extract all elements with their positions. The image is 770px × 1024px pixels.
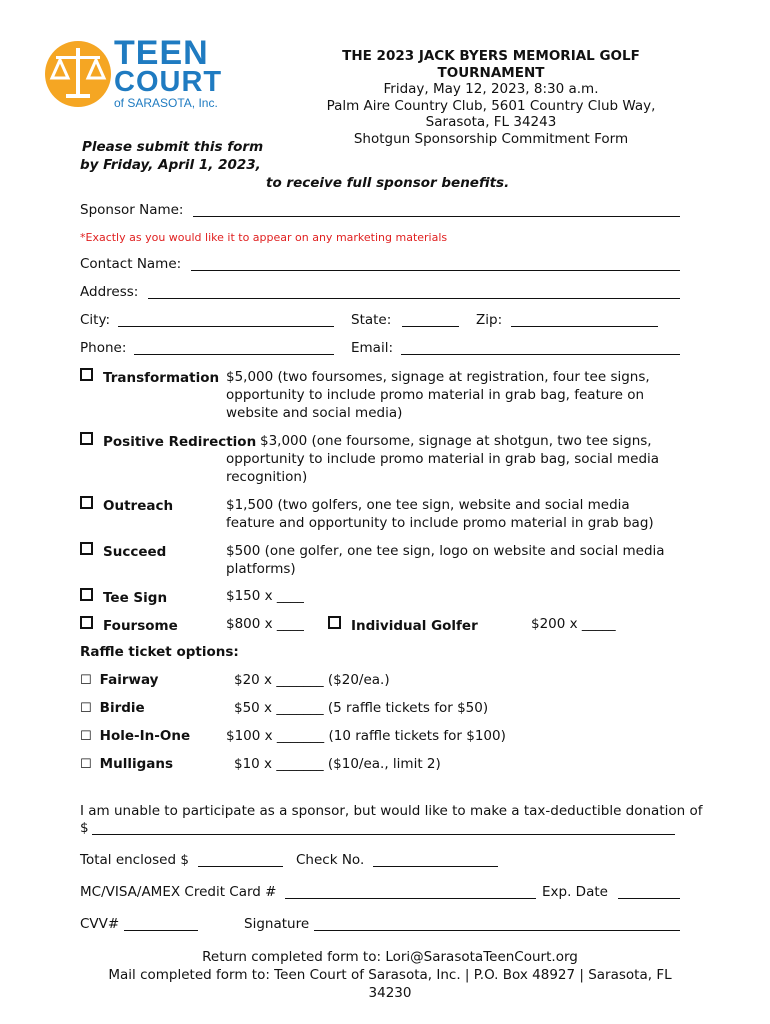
level-positive-redirection[interactable]: Positive Redirection $3,000 (one foursome, signage at shotgun, two tee signs, opportunity to include promo material in grab bag, social media recognition) [80, 432, 680, 450]
donation-dollar: $ [80, 820, 89, 836]
event-title: THE 2023 JACK BYERS MEMORIAL GOLF [342, 48, 640, 64]
total-enclosed-field[interactable] [198, 866, 283, 867]
address-label: Address: [80, 284, 139, 300]
logo-subtitle: of SARASOTA, Inc. [114, 96, 218, 110]
raffle-birdie[interactable]: ☐ Birdie $50 x _______ (5 raffle tickets for $50) [80, 700, 489, 716]
level-transformation[interactable]: Transformation $5,000 (two foursomes, signage at registration, four tee signs, opportunity to include promo material in grab bag, feature on website and social media) [80, 368, 680, 386]
checkbox[interactable] [80, 496, 93, 509]
footer [80, 948, 700, 1002]
form-title: Shotgun Sponsorship Commitment Form [353, 130, 629, 147]
level-description: $3,000 (one foursome, signage at shotgun, two tee signs, [260, 433, 652, 449]
footer-zip: 34230 [368, 985, 412, 1001]
city-label: City: [80, 312, 111, 328]
raffle-price: $100 x _______ (10 raffle tickets for $100) [226, 728, 506, 744]
level-description: $500 (one golfer, one tee sign, logo on website and social media platforms) [226, 543, 665, 577]
level-description-cont: opportunity to include promo material in grab bag, social media recognition) [226, 451, 660, 485]
phone-field[interactable] [134, 354, 334, 355]
level-price: $800 x ____ [226, 616, 304, 632]
level-description: $5,000 (two foursomes, signage at registration, four tee signs, opportunity to include promo material in grab bag, feature on website and social media) [226, 369, 650, 421]
event-venue: Palm Aire Country Club, 5601 Country Club Way, [326, 97, 656, 114]
level-tee-sign[interactable]: Tee Sign $150 x ____ [80, 588, 380, 606]
exp-date-field[interactable] [618, 898, 680, 899]
state-label: State: [351, 312, 392, 328]
marketing-note: *Exactly as you would like it to appear on any marketing materials [80, 231, 448, 244]
donation-amount-field[interactable] [92, 834, 675, 835]
level-succeed[interactable]: Succeed $500 (one golfer, one tee sign, logo on website and social media platforms) [80, 542, 680, 560]
credit-card-field[interactable] [285, 898, 536, 899]
state-field[interactable] [402, 326, 459, 327]
checkbox[interactable]: ☐ [80, 757, 92, 772]
signature-field[interactable] [314, 930, 680, 931]
sponsor-name-field[interactable] [193, 216, 680, 217]
signature-label: Signature [244, 916, 310, 932]
raffle-price: $20 x _______ ($20/ea.) [234, 672, 390, 688]
sponsor-name-label: Sponsor Name: [80, 202, 184, 218]
checkbox[interactable] [80, 616, 93, 629]
deadline-line1: Please submit this form [82, 139, 264, 155]
check-no-label: Check No. [296, 852, 365, 868]
credit-card-label: MC/VISA/AMEX Credit Card # [80, 884, 277, 900]
checkbox[interactable]: ☐ [80, 729, 92, 744]
cvv-label: CVV# [80, 916, 120, 932]
cvv-field[interactable] [124, 930, 198, 931]
event-header [296, 48, 686, 147]
level-foursome[interactable]: Foursome $800 x ____ [80, 616, 380, 634]
city-field[interactable] [118, 326, 334, 327]
event-title-2: TOURNAMENT [437, 64, 545, 81]
footer-mail: Mail completed form to: Teen Court of Sarasota, Inc. | P.O. Box 48927 | Sarasota, FL [108, 967, 672, 983]
checkbox[interactable] [80, 368, 93, 381]
event-city: Sarasota, FL 34243 [425, 114, 557, 130]
exp-date-label: Exp. Date [542, 884, 608, 900]
check-no-field[interactable] [373, 866, 498, 867]
phone-label: Phone: [80, 340, 127, 356]
total-enclosed-label: Total enclosed $ [80, 852, 189, 868]
zip-label: Zip: [476, 312, 503, 328]
level-description: $1,500 (two golfers, one tee sign, website and social media feature and opportunity to include promo material in grab bag) [226, 497, 654, 531]
donation-text: I am unable to participate as a sponsor, but would like to make a tax-deductible donation of [80, 803, 703, 819]
deadline-line3: to receive full sponsor benefits. [266, 175, 510, 191]
logo-court: COURT [114, 66, 223, 98]
scales-of-justice-icon [42, 38, 114, 110]
raffle-fairway[interactable]: ☐ Fairway $20 x _______ ($20/ea.) [80, 672, 390, 688]
level-outreach[interactable]: Outreach $1,500 (two golfers, one tee sign, website and social media feature and opportunity to include promo material in grab bag) [80, 496, 680, 514]
raffle-price: $50 x _______ (5 raffle tickets for $50) [234, 700, 489, 716]
checkbox[interactable] [80, 432, 93, 445]
raffle-mulligans[interactable]: ☐ Mulligans $10 x _______ ($10/ea., limit 2) [80, 756, 441, 772]
address-field[interactable] [148, 298, 680, 299]
raffle-hole-in-one[interactable]: ☐ Hole-In-One $100 x _______ (10 raffle tickets for $100) [80, 728, 506, 744]
deadline-line2: by Friday, April 1, 2023, [80, 157, 261, 173]
footer-email: Return completed form to: Lori@SarasotaTeenCourt.org [202, 949, 578, 965]
logo-teen: TEEN [114, 34, 209, 72]
checkbox[interactable] [80, 588, 93, 601]
contact-name-field[interactable] [191, 270, 680, 271]
level-individual-golfer[interactable]: Individual Golfer $200 x _____ [328, 616, 658, 634]
logo [42, 36, 242, 116]
checkbox[interactable] [80, 542, 93, 555]
email-field[interactable] [401, 354, 680, 355]
email-label: Email: [351, 340, 394, 356]
contact-name-label: Contact Name: [80, 256, 182, 272]
checkbox[interactable]: ☐ [80, 673, 92, 688]
raffle-heading: Raffle ticket options: [80, 644, 239, 660]
checkbox[interactable] [328, 616, 341, 629]
zip-field[interactable] [511, 326, 658, 327]
event-date: Friday, May 12, 2023, 8:30 a.m. [383, 81, 599, 97]
raffle-price: $10 x _______ ($10/ea., limit 2) [234, 756, 441, 772]
checkbox[interactable]: ☐ [80, 701, 92, 716]
level-price: $150 x ____ [226, 588, 304, 604]
level-price: $200 x _____ [531, 616, 616, 632]
